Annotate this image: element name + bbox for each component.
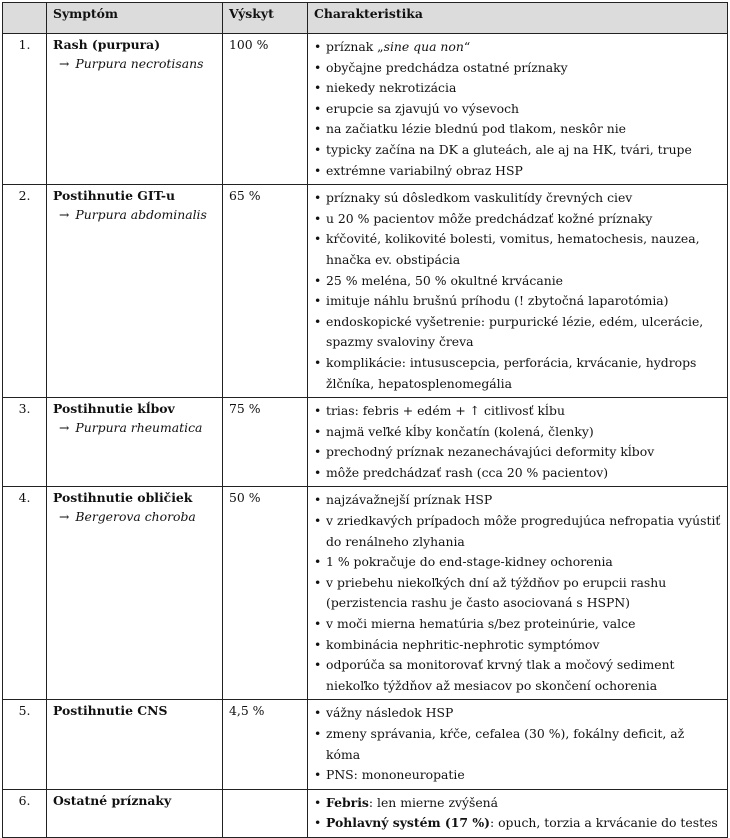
- list-item: • typicky začína na DK a gluteách, ale aj na HK, tvári, trupe: [314, 140, 721, 161]
- table-body: [3, 34, 728, 838]
- list-item: • v moči mierna hematúria s/bez proteinúrie, valce: [314, 614, 721, 635]
- list-item: • imituje náhlu brušnú príhodu (! zbytočná laparotómia): [314, 291, 721, 312]
- header-symptom: Symptóm: [47, 3, 223, 34]
- symptom-alias-text: Purpura abdominalis: [75, 207, 207, 223]
- list-item: • extrémne variabilný obraz HSP: [314, 161, 721, 182]
- item-italic: sine qua non: [383, 39, 464, 54]
- list-item: [314, 813, 721, 834]
- symptom-cell: [47, 34, 223, 185]
- symptom-alias: [53, 207, 216, 222]
- symptom-table: [2, 2, 728, 838]
- list-item: • endoskopické vyšetrenie: purpurické lézie, edém, ulcerácie, spazmy svaloviny čreva: [314, 312, 721, 353]
- symptom-alias-text: Purpura necrotisans: [75, 56, 204, 71]
- item-text: “: [463, 39, 471, 54]
- list-item: • v zriedkavých prípadoch môže progredujúca nefropatia vyústiť do renálneho zlyhania: [314, 511, 721, 552]
- frequency-cell: 100 %: [223, 34, 308, 185]
- table-row: [3, 398, 728, 487]
- list-item: • najmä veľké kĺby končatín (kolená, členky): [314, 422, 721, 443]
- list-item: • 25 % meléna, 50 % okultné krvácanie: [314, 271, 721, 292]
- characteristics-list: [314, 490, 721, 696]
- symptom-alias: [53, 420, 216, 435]
- item-text: : len mierne zvýšená: [368, 794, 499, 810]
- characteristics-cell: [308, 789, 728, 837]
- characteristics-list: [314, 401, 721, 483]
- characteristics-cell: [308, 34, 728, 185]
- row-number: 5.: [3, 700, 47, 789]
- symptom-alias: [53, 509, 216, 524]
- frequency-cell: 65 %: [223, 185, 308, 398]
- arrow-right-icon: →: [59, 56, 70, 71]
- list-item: [314, 793, 721, 814]
- arrow-right-icon: →: [59, 207, 70, 223]
- item-text: : opuch, torzia a krvácanie do testes: [489, 815, 718, 831]
- header-characteristics: Charakteristika: [308, 3, 728, 34]
- list-item: • prechodný príznak nezanechávajúci deformity kĺbov: [314, 442, 721, 463]
- list-item: • zmeny správania, kŕče, cefalea (30 %), fokálny deficit, až kóma: [314, 724, 721, 765]
- item-bold: Febris: [326, 794, 369, 810]
- symptom-name: Rash (purpura): [53, 37, 161, 52]
- table-row: [3, 487, 728, 700]
- characteristics-list: [314, 37, 721, 181]
- list-item: • kŕčovité, kolikovité bolesti, vomitus, hematochesis, nauzea, hnačka ev. obstipácia: [314, 229, 721, 270]
- frequency-cell: 75 %: [223, 398, 308, 487]
- characteristics-cell: [308, 398, 728, 487]
- characteristics-cell: [308, 700, 728, 789]
- table-row: [3, 34, 728, 185]
- symptom-alias-text: Bergerova choroba: [75, 509, 196, 525]
- symptom-cell: [47, 185, 223, 398]
- symptom-name: Postihnutie CNS: [53, 703, 168, 719]
- list-item: • komplikácie: intususcepcia, perforácia, krvácanie, hydrops žlčníka, hepatosplenomegália: [314, 353, 721, 394]
- symptom-name: Postihnutie GIT-u: [53, 188, 176, 204]
- symptom-alias: [53, 56, 216, 71]
- header-frequency: Výskyt: [223, 3, 308, 34]
- symptom-cell: [47, 700, 223, 789]
- list-item: • odporúča sa monitorovať krvný tlak a močový sediment niekoľko týždňov až mesiacov po skončení ochorenia: [314, 655, 721, 696]
- symptom-cell: [47, 487, 223, 700]
- list-item: • príznaky sú dôsledkom vaskulitídy črevných ciev: [314, 188, 721, 209]
- item-bold: Pohlavný systém (17 %): [326, 815, 490, 831]
- list-item: • erupcie sa zjavujú vo výsevoch: [314, 99, 721, 120]
- table-row: [3, 700, 728, 789]
- list-item: • môže predchádzať rash (cca 20 % pacientov): [314, 463, 721, 484]
- symptom-cell: [47, 398, 223, 487]
- item-text: príznak „: [326, 39, 384, 54]
- list-item: • trias: febris + edém + ↑ citlivosť kĺbu: [314, 401, 721, 422]
- symptom-cell: [47, 789, 223, 837]
- characteristics-cell: [308, 487, 728, 700]
- symptom-name: Postihnutie obličiek: [53, 490, 193, 506]
- list-item: • obyčajne predchádza ostatné príznaky: [314, 58, 721, 79]
- arrow-right-icon: →: [59, 420, 70, 436]
- list-item: • PNS: mononeuropatie: [314, 765, 721, 786]
- list-item: • 1 % pokračuje do end-stage-kidney ochorenia: [314, 552, 721, 573]
- list-item: • v priebehu niekoľkých dní až týždňov po erupcii rashu (perzistencia rashu je často asociovaná s HSPN): [314, 573, 721, 614]
- arrow-right-icon: →: [59, 509, 70, 525]
- list-item: • u 20 % pacientov môže predchádzať kožné príznaky: [314, 209, 721, 230]
- frequency-cell: 4,5 %: [223, 700, 308, 789]
- symptom-name: Postihnutie kĺbov: [53, 401, 175, 417]
- characteristics-cell: [308, 185, 728, 398]
- header-number: [3, 3, 47, 34]
- table-header: [3, 3, 728, 34]
- table-row: [3, 185, 728, 398]
- list-item: • vážny následok HSP: [314, 703, 721, 724]
- row-number: 4.: [3, 487, 47, 700]
- symptom-alias-text: Purpura rheumatica: [75, 420, 203, 436]
- symptom-name: Ostatné príznaky: [53, 792, 172, 808]
- list-item: • najzávažnejší príznak HSP: [314, 490, 721, 511]
- characteristics-list: [314, 188, 721, 394]
- list-item: • na začiatku lézie blednú pod tlakom, neskôr nie: [314, 119, 721, 140]
- characteristics-list: [314, 703, 721, 785]
- row-number: 2.: [3, 185, 47, 398]
- frequency-cell: [223, 789, 308, 837]
- list-item: [314, 37, 721, 58]
- row-number: 6.: [3, 789, 47, 837]
- list-item: • kombinácia nephritic-nephrotic symptómov: [314, 635, 721, 656]
- list-item: • niekedy nekrotizácia: [314, 78, 721, 99]
- frequency-cell: 50 %: [223, 487, 308, 700]
- characteristics-list: [314, 793, 721, 834]
- row-number: 1.: [3, 34, 47, 185]
- table-row: [3, 789, 728, 837]
- row-number: 3.: [3, 398, 47, 487]
